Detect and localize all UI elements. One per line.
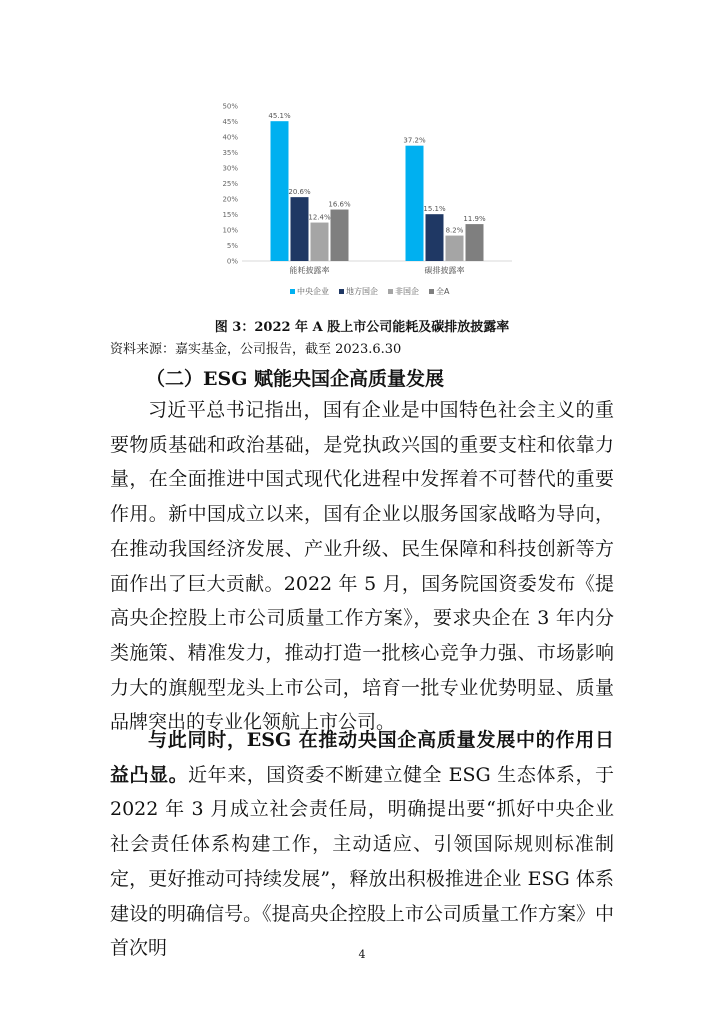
data-label: 15.1% (423, 205, 446, 214)
legend-swatch-central (290, 289, 295, 294)
y-tick-label: 15% (222, 211, 238, 219)
data-label: 11.9% (463, 215, 486, 224)
chart-bar (466, 224, 484, 261)
section-heading: （二）ESG 赋能央国企高质量发展 (146, 368, 445, 390)
data-label: 12.4% (308, 213, 331, 222)
legend-label: 地方国企 (346, 287, 378, 296)
data-label: 45.1% (268, 112, 291, 121)
y-tick-label: 25% (222, 180, 238, 188)
legend-label: 全A (436, 287, 450, 296)
chart-bar (291, 197, 309, 261)
chart-legend (290, 286, 449, 297)
paragraph (110, 723, 614, 966)
legend-item (290, 286, 329, 297)
data-label: 16.6% (328, 200, 351, 209)
y-tick-label: 5% (226, 242, 238, 250)
y-tick-label: 20% (222, 195, 238, 204)
page-number: 4 (358, 948, 366, 961)
chart-bar (406, 146, 424, 261)
paragraph-text: 近年来，国资委不断建立健全 ESG 生态体系，于 2022 年 3 月成立社会责任局，明确提出要“抓好中央企业社会责任体系构建工作，主动适应、引领国际规则标准制定，更好推动可持续发展”，释放出积极推进企业 ESG 体系建设的明确信号。《提高央企控股上市公司质量工作方案》中首次明 (110, 763, 614, 960)
legend-label: 中央企业 (297, 287, 329, 296)
y-tick-label: 30% (222, 164, 238, 173)
x-tick-label: 碳排披露率 (424, 266, 465, 275)
chart-bar (271, 121, 289, 261)
y-tick-label: 50% (222, 102, 238, 111)
legend-swatch-local (339, 289, 344, 294)
legend-item (339, 286, 378, 297)
y-tick-label: 40% (222, 133, 238, 142)
y-tick-label: 35% (222, 149, 238, 157)
legend-swatch-nonsoe (388, 289, 393, 294)
bar-chart (212, 96, 512, 306)
figure-caption: 图 3：2022 年 A 股上市公司能耗及碳排放披露率 (214, 320, 510, 335)
paragraph-bold-lead: 与此同时，ESG 在推动央国企高质量发展中的作用日益凸显。 (110, 729, 614, 786)
legend-swatch-all (429, 289, 434, 294)
legend-label: 非国企 (395, 287, 419, 296)
chart-bar (446, 236, 464, 261)
x-tick-label: 能耗披露率 (289, 266, 330, 275)
y-tick-label: 0% (226, 257, 238, 266)
chart-svg (212, 96, 512, 306)
chart-bar (426, 214, 444, 261)
chart-bar (331, 210, 349, 261)
legend-item (429, 286, 449, 297)
data-label: 37.2% (403, 136, 426, 145)
paragraph: 习近平总书记指出，国有企业是中国特色社会主义的重要物质基础和政治基础，是党执政兴国的重要支柱和依靠力量，在全面推进中国式现代化进程中发挥着不可替代的重要作用。新中国成立以来，国有企业以服务国家战略为导向，在推动我国经济发展、产业升级、民生保障和科技创新等方面作出了巨大贡献。2022 年 5 月，国务院国资委发布《提高央企控股上市公司质量工作方案》，要求央企在 3 年内分类施策、精准发力，推动打造一批核心竞争力强、市场影响力大的旗舰型龙头上市公司，培育一批专业优势明显、质量品牌突出的专业化领航上市公司。 (110, 399, 614, 734)
figure-source: 资料来源：嘉实基金，公司报告，截至 2023.6.30 (110, 342, 402, 357)
y-tick-label: 10% (222, 226, 238, 235)
y-tick-label: 45% (222, 118, 238, 126)
chart-bar (311, 223, 329, 261)
legend-item (388, 286, 419, 297)
data-label: 20.6% (288, 188, 311, 197)
data-label: 8.2% (445, 226, 464, 235)
